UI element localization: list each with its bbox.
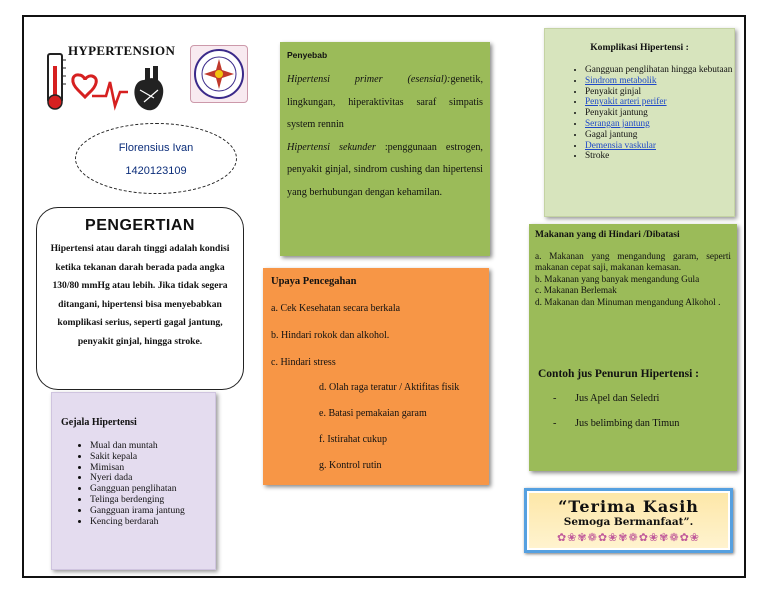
causes-body	[287, 69, 483, 204]
complications-box	[544, 28, 735, 217]
secondary-label: Hipertensi sekunder	[287, 141, 376, 153]
link-sindrom-metabolik[interactable]: Sindrom metabolik	[585, 75, 657, 86]
definition-body: Hipertensi atau darah tinggi adalah kondisi ketika tekanan darah berada pada angka 130/80 mmHg atau lebih. Jika tidak segera ditangani, hipertensi bisa menyebabkan komplikasi serius, seperti gagal jantung, penyakit ginjal, hingga stroke.	[50, 243, 230, 347]
list-item: e. Batasi pemakaian garam	[319, 408, 427, 419]
juice-item-label: Jus belimbing dan Timun	[575, 418, 680, 429]
list-item: • Gangguan irama jantung	[90, 506, 185, 517]
foods-title: Makanan yang di Hindari /Dibatasi	[535, 230, 680, 240]
primary-label: Hipertensi primer (esensial):	[287, 74, 451, 85]
prevention-box	[263, 268, 489, 485]
causes-title: Penyebab	[287, 50, 328, 60]
definition-title: PENGERTIAN	[85, 217, 195, 234]
causes-box	[280, 42, 490, 256]
complications-list	[559, 65, 735, 162]
banner-background	[529, 493, 728, 548]
list-item: • Sakit kepala	[90, 452, 185, 463]
foods-to-avoid-box	[529, 224, 737, 471]
primary-text: genetik, lingkungan, hiperaktivitas saraf simpatis system rennin	[287, 74, 483, 130]
list-item: d. Olah raga teratur / Aktifitas fisik	[319, 382, 460, 393]
link-serangan-jantung[interactable]: Serangan jantung	[585, 118, 650, 129]
list-item: f. Istirahat cukup	[319, 434, 388, 445]
secondary-text: :penggunaan estrogen, penyakit ginjal, sindrom cushing dan hipertensi yang berhubungan dengan kehamilan.	[287, 141, 483, 198]
thank-you-banner	[524, 488, 733, 553]
symptoms-box	[51, 392, 216, 570]
list-item: • Gagal jantung	[585, 130, 735, 141]
list-item: • Nyeri dada	[90, 473, 185, 484]
hypertension-logo	[44, 40, 184, 115]
link-demensia-vaskular[interactable]: Demensia vaskular	[585, 140, 656, 151]
list-item: • Penyakit ginjal	[585, 87, 735, 98]
symptoms-title: Gejala Hipertensi	[61, 417, 137, 428]
link-penyakit-arteri-perifer[interactable]: Penyakit arteri perifer	[585, 97, 667, 108]
list-item: • Kencing berdarah	[90, 517, 185, 528]
thank-you-line2: Semoga Bermanfaat”.	[563, 516, 694, 528]
symptoms-list	[64, 441, 185, 527]
list-item: • Mual dan muntah	[90, 441, 185, 452]
list-item: c. Makanan Berlemak	[535, 286, 617, 297]
list-item: • Penyakit jantung	[585, 108, 735, 119]
foods-list	[535, 252, 731, 309]
list-item	[585, 76, 735, 87]
list-item: b. Makanan yang banyak mengandung Gula	[535, 274, 700, 285]
list-item: • Telinga berdenging	[90, 495, 185, 506]
list-item: • Gangguan penglihatan	[90, 484, 185, 495]
author-name: Florensius Ivan	[118, 142, 194, 154]
list-item: • Gangguan penglihatan hingga kebutaan	[585, 65, 735, 76]
list-item	[585, 141, 735, 152]
list-item: a. Cek Kesehatan secara berkala	[271, 303, 401, 314]
juice-title: Contoh jus Penurun Hipertensi :	[538, 368, 700, 380]
definition-box	[36, 207, 244, 390]
list-item: - Jus belimbing dan Timun	[553, 418, 680, 429]
university-seal	[190, 45, 248, 103]
flower-decoration-icon: ✿❀✾❁✿❀✾❁✿❀✾❁✿❀	[556, 532, 701, 544]
author-oval	[75, 123, 237, 194]
prevention-title: Upaya Pencegahan	[271, 276, 357, 287]
list-item: • Stroke	[585, 151, 735, 162]
complications-title: Komplikasi Hipertensi :	[590, 42, 689, 53]
list-item	[585, 97, 735, 108]
juice-item-label: Jus Apel dan Seledri	[575, 393, 660, 404]
page-title: HYPERTENSION	[68, 43, 176, 58]
list-item: • Mimisan	[90, 463, 185, 474]
list-item: g. Kontrol rutin	[319, 460, 382, 471]
list-item	[585, 119, 735, 130]
list-item: a. Makanan yang mengandung garam, seperti makanan cepat saji, makanan kemasan.	[535, 252, 731, 274]
list-item: b. Hindari rokok dan alkohol.	[271, 330, 390, 341]
list-item: d. Makanan dan Minuman mengandung Alkohol .	[535, 297, 721, 308]
seal-icon	[191, 46, 247, 102]
author-id: 1420123109	[125, 165, 187, 177]
list-item: - Jus Apel dan Seledri	[553, 393, 660, 404]
thank-you-line1: “Terima Kasih	[558, 497, 699, 516]
list-item: c. Hindari stress	[271, 357, 336, 368]
